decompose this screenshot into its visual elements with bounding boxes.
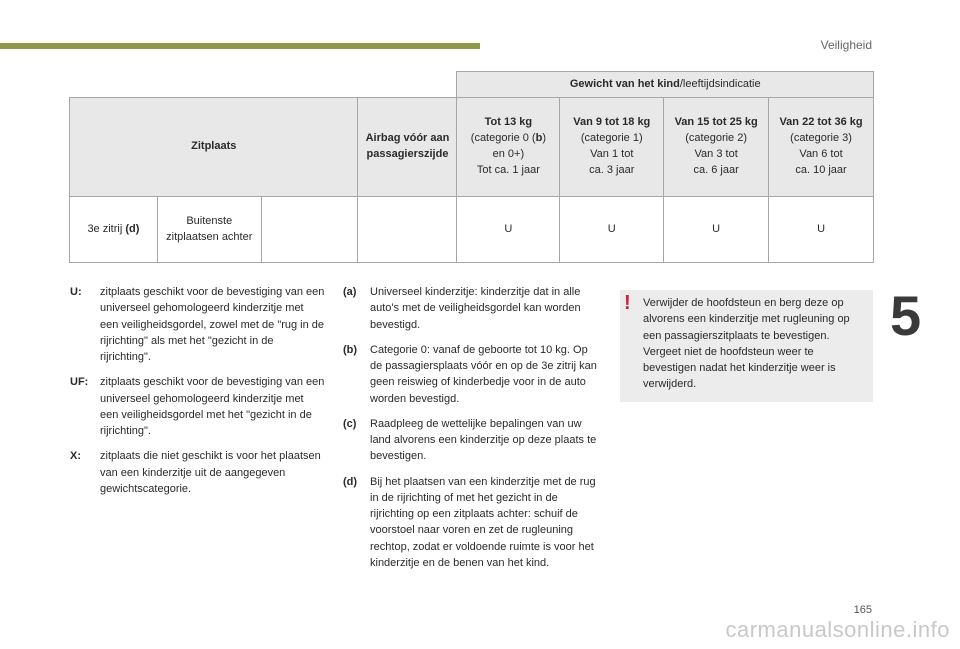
legend-item (70, 284, 325, 365)
warning-box (620, 290, 873, 402)
weight-col-category: (categorie 2) (685, 132, 748, 145)
table-group-header-row (70, 72, 874, 98)
row-value-cell: U (664, 197, 769, 263)
chapter-number: 5 (890, 284, 922, 347)
table-row (70, 197, 874, 263)
child-seat-table (69, 71, 874, 263)
weight-group-header (457, 72, 874, 98)
weight-column-2 (664, 98, 769, 197)
legend-text: zitplaats geschikt voor de bevestiging van een universeel gehomologeerd kinderzitje met een veiligheidsgordel met het "gezicht in de rijrichting". (100, 376, 325, 438)
table-corner-blank (70, 72, 457, 98)
warning-text: Verwijder de hoofdsteun en berg deze op alvorens een kinderzitje met rugleuning op een passagierszitplaats te bevestigen. Vergeet niet de hoofdsteun weer te bevestigen nadat het kinderzitje weer is verwijderd. (643, 297, 850, 391)
weight-col-title: Van 15 tot 25 kg (674, 116, 758, 129)
row-sub-label: Buitenste zitplaatsen achter (157, 197, 261, 263)
weight-col-title: Van 22 tot 36 kg (779, 116, 863, 129)
note-key: (d) (343, 475, 358, 488)
weight-col-line3: Tot ca. 1 jaar (476, 163, 540, 176)
legend-key: UF: (70, 376, 89, 389)
notes-list (343, 284, 598, 580)
note-item (343, 284, 598, 333)
legend-text: zitplaats die niet geschikt is voor het plaatsen van een kinderzitje uit de aangegeven gewichtscategorie. (100, 450, 321, 495)
weight-group-header-rest: /leeftijdsindicatie (679, 77, 761, 90)
weight-col-line3: ca. 3 jaar (589, 163, 635, 176)
legend-text: zitplaats geschikt voor de bevestiging van een universeel gehomologeerd kinderzitje met een veiligheidsgordel, zowel met de "rug in de rijrichting" als met het "gezicht in de rijrichting". (100, 286, 325, 364)
weight-col-line3: ca. 6 jaar (693, 163, 739, 176)
note-text: Categorie 0: vanaf de geboorte tot 10 kg. Op de passagiersplaats vóór en op de 3e zitrij kan geen reiswieg of kinderbedje voor in de auto worden bevestigd. (370, 343, 597, 405)
weight-col-category: (categorie 3) (790, 132, 852, 145)
weight-column-3 (769, 98, 874, 197)
row-label: 3e zitrij (d) (70, 197, 158, 263)
note-item (343, 416, 598, 465)
note-key: (a) (343, 286, 357, 298)
note-text: Universeel kinderzitje: kinderzitje dat in alle auto's met de veiligheidsgordel kan worden bevestigd. (370, 286, 581, 331)
note-text: Raadpleeg de wettelijke bepalingen van uw land alvorens een kinderzitje op deze plaats te bevestigen. (370, 417, 597, 463)
note-item (343, 342, 598, 407)
row-value-cell: U (769, 197, 874, 263)
weight-col-title: Van 9 tot 18 kg (573, 116, 651, 129)
legend-key: X: (70, 450, 81, 463)
note-key: (c) (343, 417, 357, 430)
weight-col-line2: Van 1 tot (590, 148, 634, 160)
row-airbag-cell (358, 197, 457, 263)
weight-col-line2: Van 3 tot (694, 148, 738, 160)
watermark: carmanualsonline.info (725, 617, 950, 642)
note-key: (b) (343, 343, 358, 356)
note-item (343, 474, 598, 572)
weight-col-line2: en 0+) (492, 148, 525, 160)
weight-group-header-bold: Gewicht van het kind (569, 77, 680, 90)
table-column-header-row (70, 98, 874, 197)
weight-col-line2: Van 6 tot (799, 148, 843, 160)
weight-col-category: (categorie 0 (b) (470, 132, 546, 145)
weight-column-0 (457, 98, 560, 197)
page-number: 165 (853, 604, 872, 616)
seat-column-header: Zitplaats (70, 98, 358, 197)
weight-col-category: (categorie 1) (580, 132, 643, 145)
weight-col-line3: ca. 10 jaar (795, 163, 847, 176)
weight-col-title: Tot 13 kg (484, 116, 533, 129)
legend-list (70, 284, 325, 506)
weight-column-1 (560, 98, 664, 197)
legend-key: U: (70, 286, 82, 298)
note-text: Bij het plaatsen van een kinderzitje met de rug in de rijrichting of met het gezicht in de rijrichting op een zitplaats achter: schuif de voorstoel naar voren en zet de rugleuning rechtop, zodat er voldoende ruimte is voor het kinderzitje en de benen van het kind. (370, 475, 596, 569)
legend-item (70, 448, 325, 497)
row-value-cell: U (560, 197, 664, 263)
header-accent-bar (0, 43, 480, 49)
row-empty-cell (261, 197, 358, 263)
section-title: Veiligheid (820, 38, 872, 52)
legend-item (70, 374, 325, 439)
row-value-cell: U (457, 197, 560, 263)
warning-exclamation-icon: ! (624, 292, 631, 314)
airbag-column-header: Airbag vóór aan passagierszijde (358, 98, 457, 197)
